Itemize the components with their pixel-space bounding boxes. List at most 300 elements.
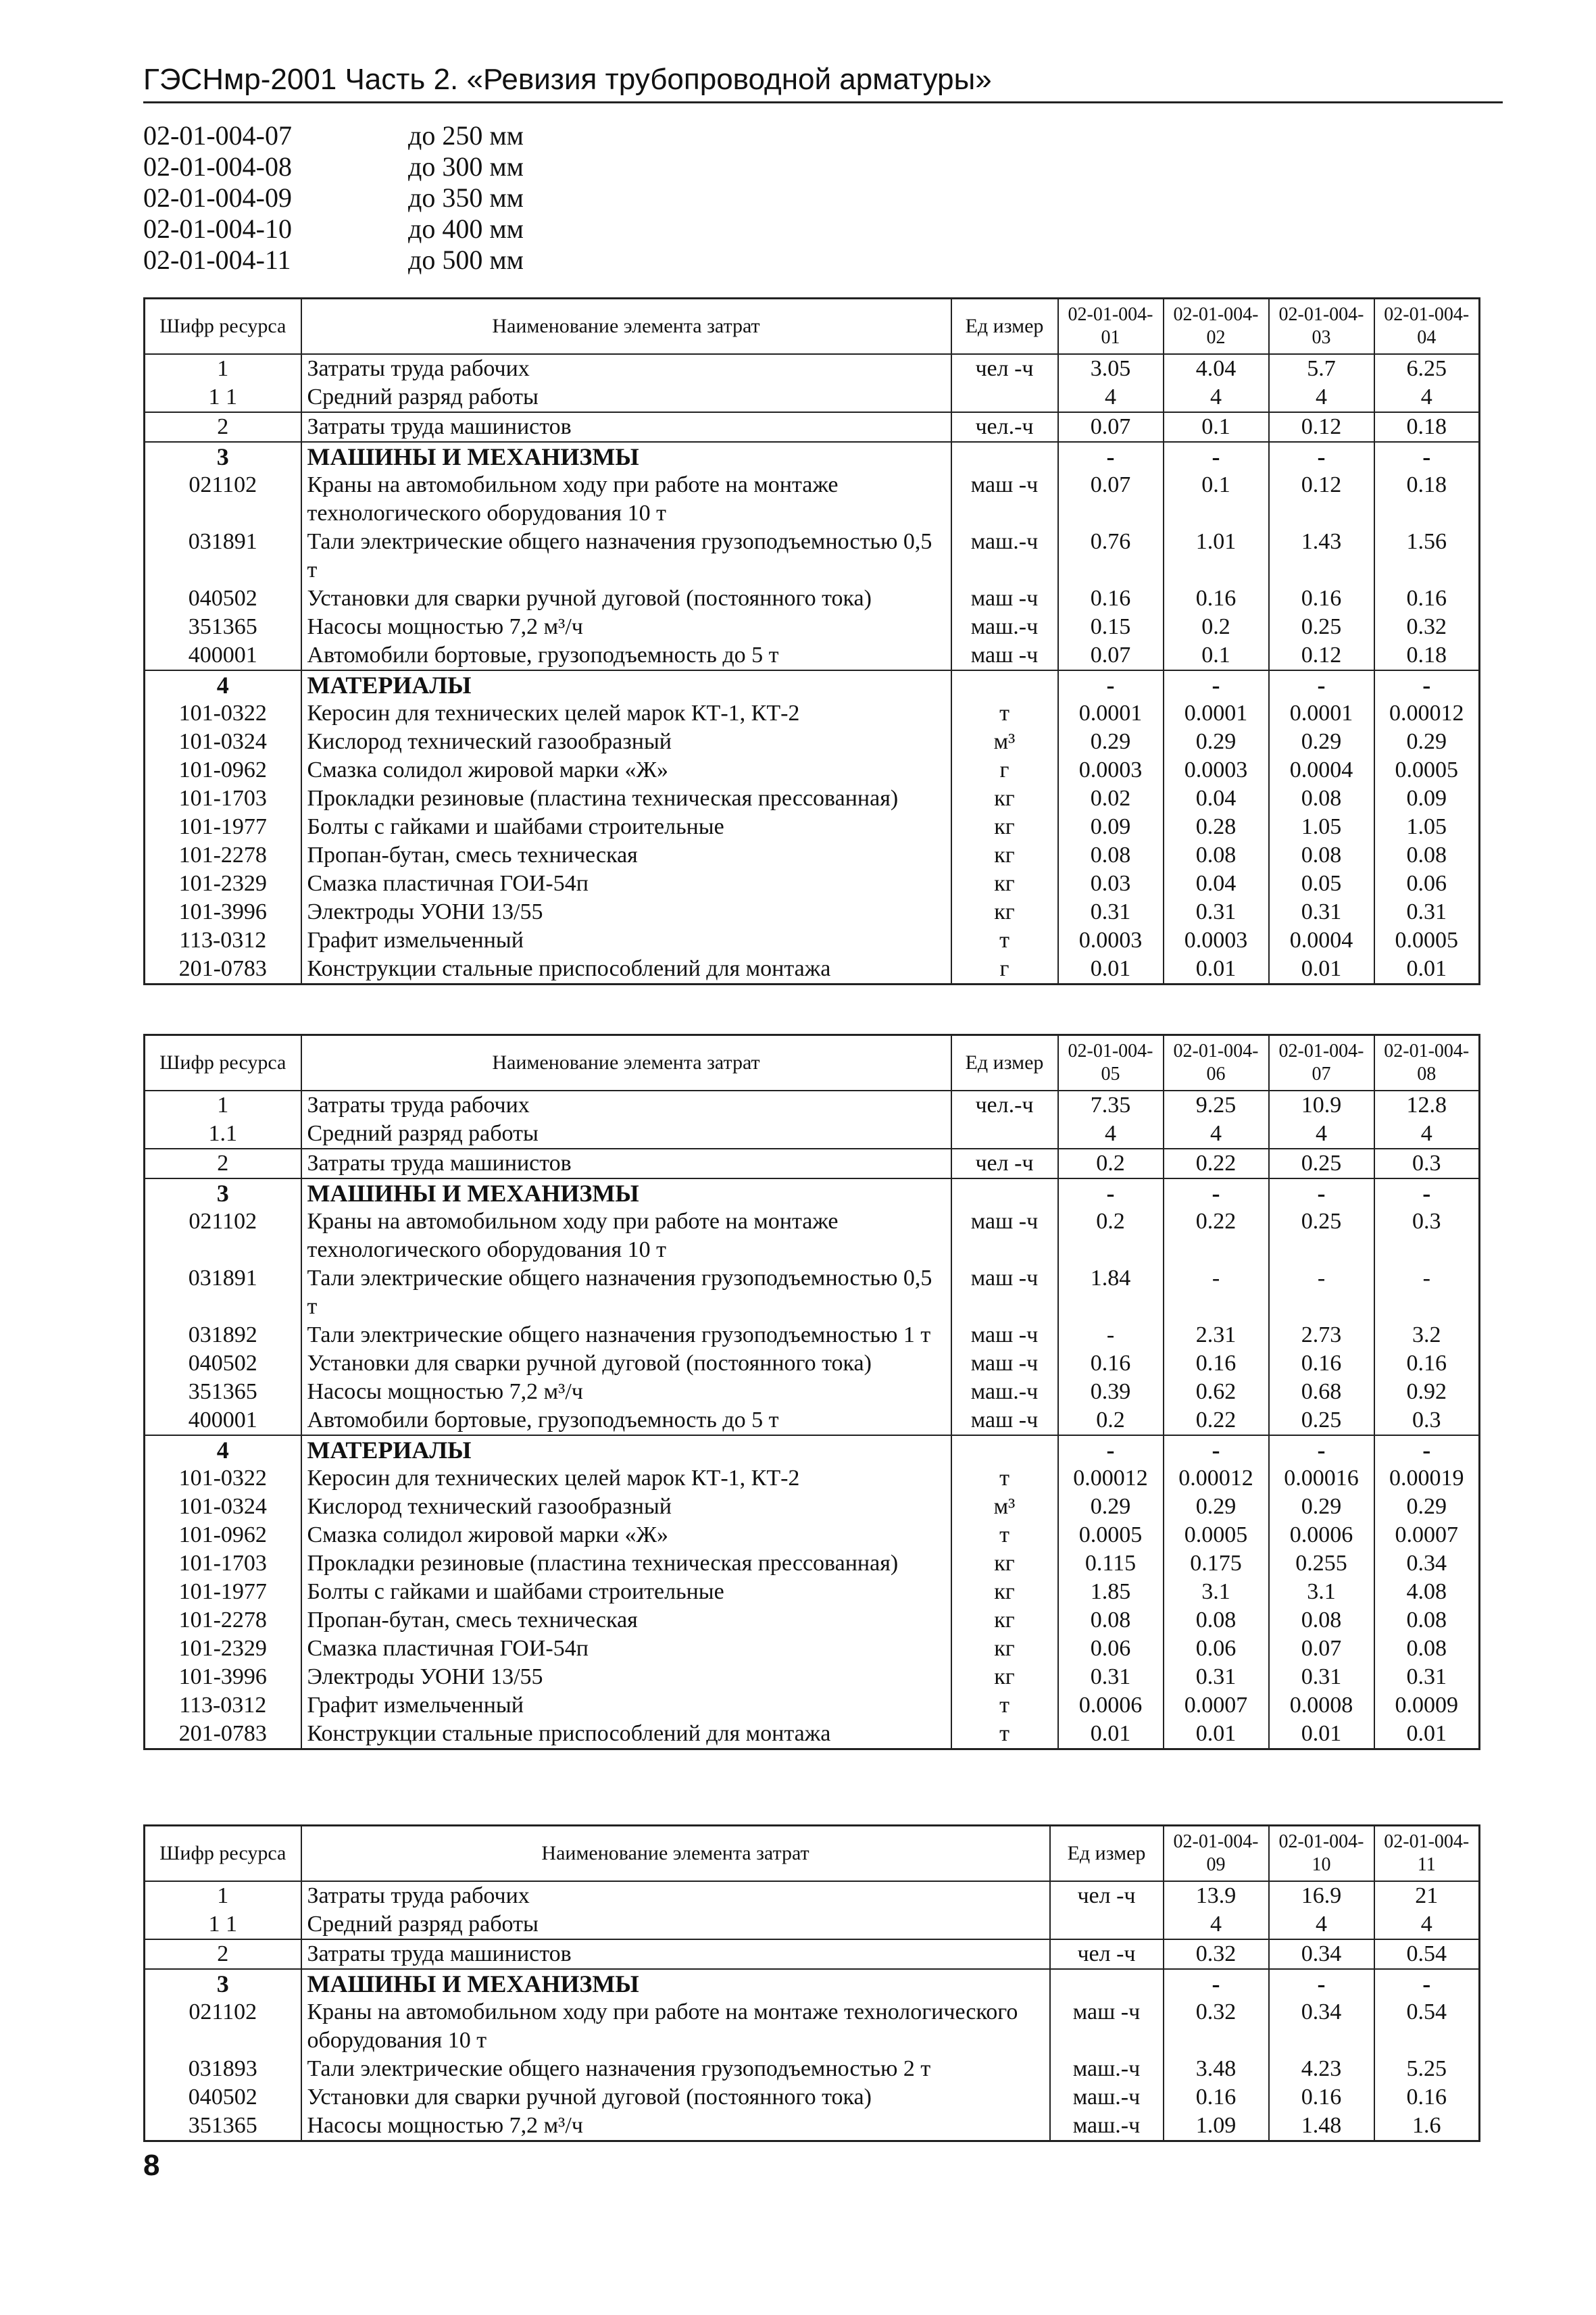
resource-code: 040502 <box>145 2083 301 2112</box>
header-name: Наименование элемента затрат <box>301 1826 1050 1882</box>
table-header-row <box>145 1826 1480 1882</box>
cost-element-name: Конструкции стальные приспособлений для монтажа <box>301 955 951 985</box>
cost-element-name: Средний разряд работы <box>301 383 951 412</box>
unit-of-measure <box>951 383 1058 412</box>
norm-value: - <box>1058 1435 1164 1464</box>
unit-of-measure: маш -ч <box>951 1208 1058 1264</box>
table-header-row <box>145 1035 1480 1091</box>
unit-of-measure: маш -ч <box>951 1264 1058 1321</box>
norm-value: 0.16 <box>1164 2083 1269 2112</box>
table-row <box>145 813 1480 841</box>
norm-value: - <box>1269 442 1374 471</box>
norm-value: - <box>1058 670 1164 699</box>
norm-value: - <box>1164 1264 1269 1321</box>
header-norm-code: 02-01-004-02 <box>1164 299 1269 355</box>
header-unit: Ед измер <box>951 1035 1058 1091</box>
norm-value: 0.0003 <box>1164 756 1269 785</box>
variant-row <box>143 182 819 214</box>
norm-value: 0.00019 <box>1374 1464 1480 1493</box>
cost-element-name: Установки для сварки ручной дуговой (постоянного тока) <box>301 584 951 613</box>
norm-value: - <box>1164 670 1269 699</box>
resource-code: 031893 <box>145 2055 301 2083</box>
variant-code: 02-01-004-09 <box>143 182 292 213</box>
norm-value: 7.35 <box>1058 1091 1164 1120</box>
resource-code: 040502 <box>145 1349 301 1378</box>
page-header <box>143 62 1503 103</box>
norm-value: 0.25 <box>1269 1208 1374 1264</box>
table-row <box>145 1406 1480 1435</box>
norm-value: 0.0006 <box>1269 1521 1374 1549</box>
cost-element-name: Затраты труда машинистов <box>301 1149 951 1178</box>
cost-element-name: Конструкции стальные приспособлений для монтажа <box>301 1720 951 1749</box>
unit-of-measure: маш -ч <box>951 1406 1058 1435</box>
variant-diameter: до 500 мм <box>408 245 524 275</box>
table-row <box>145 699 1480 728</box>
norm-value: 0.08 <box>1164 1606 1269 1635</box>
header-norm-code: 02-01-004-01 <box>1058 299 1164 355</box>
norm-value: 0.16 <box>1058 584 1164 613</box>
norm-value: 1.09 <box>1164 2112 1269 2141</box>
table-row <box>145 898 1480 926</box>
norm-value: 0.08 <box>1058 1606 1164 1635</box>
resource-table-3 <box>143 1824 1480 2142</box>
resource-code: 101-0322 <box>145 1464 301 1493</box>
norm-value: 4 <box>1164 1910 1269 1939</box>
cost-element-name: Тали электрические общего назначения грузоподъемностью 1 т <box>301 1321 951 1349</box>
resource-code: 400001 <box>145 641 301 670</box>
norm-value: - <box>1374 1969 1480 1998</box>
norm-value: 0.22 <box>1164 1149 1269 1178</box>
table-row <box>145 1663 1480 1691</box>
norm-value: - <box>1058 442 1164 471</box>
norm-value: 0.34 <box>1374 1549 1480 1578</box>
unit-of-measure: маш -ч <box>951 1321 1058 1349</box>
norm-value: 5.25 <box>1374 2055 1480 2083</box>
norm-value: - <box>1269 1435 1374 1464</box>
norm-value: 1.6 <box>1374 2112 1480 2141</box>
resource-code: 1 <box>145 1091 301 1120</box>
cost-element-name: Графит измельченный <box>301 926 951 955</box>
table-row <box>145 756 1480 785</box>
header-code: Шифр ресурса <box>145 299 301 355</box>
resource-code: 113-0312 <box>145 1691 301 1720</box>
resource-code: 351365 <box>145 2112 301 2141</box>
norm-value: - <box>1374 1264 1480 1321</box>
cost-element-name: Насосы мощностью 7,2 м³/ч <box>301 1378 951 1406</box>
norm-value: 0.16 <box>1374 1349 1480 1378</box>
resource-code: 4 <box>145 670 301 699</box>
unit-of-measure: маш -ч <box>951 584 1058 613</box>
resource-code: 351365 <box>145 613 301 641</box>
norm-value: 12.8 <box>1374 1091 1480 1120</box>
unit-of-measure: кг <box>951 1663 1058 1691</box>
norm-value: - <box>1164 1969 1269 1998</box>
norm-value: 0.31 <box>1269 898 1374 926</box>
table-row <box>145 870 1480 898</box>
resource-code: 101-0324 <box>145 1493 301 1521</box>
table-row <box>145 1521 1480 1549</box>
header-norm-code: 02-01-004-10 <box>1269 1826 1374 1882</box>
resource-code: 2 <box>145 1939 301 1969</box>
norm-value: 0.255 <box>1269 1549 1374 1578</box>
unit-of-measure: маш.-ч <box>951 613 1058 641</box>
cost-element-name: Смазка солидол жировой марки «Ж» <box>301 756 951 785</box>
norm-value: 4 <box>1058 1120 1164 1149</box>
norm-value: 0.16 <box>1269 584 1374 613</box>
header-unit: Ед измер <box>1050 1826 1164 1882</box>
unit-of-measure <box>951 1120 1058 1149</box>
norm-value: 0.12 <box>1269 412 1374 442</box>
cost-element-name: Автомобили бортовые, грузоподъемность до 5 т <box>301 1406 951 1435</box>
norm-value: 0.0003 <box>1164 926 1269 955</box>
table-row <box>145 1998 1480 2055</box>
resource-code: 3 <box>145 1969 301 1998</box>
unit-of-measure: г <box>951 756 1058 785</box>
unit-of-measure <box>951 1178 1058 1208</box>
norm-value: 0.3 <box>1374 1149 1480 1178</box>
norm-value: 3.05 <box>1058 354 1164 383</box>
resource-code: 101-0324 <box>145 728 301 756</box>
norm-value: 0.01 <box>1269 955 1374 985</box>
norm-value: 4 <box>1269 1120 1374 1149</box>
norm-value: 0.31 <box>1164 898 1269 926</box>
resource-code: 101-3996 <box>145 1663 301 1691</box>
resource-code: 040502 <box>145 584 301 613</box>
norm-value: 0.04 <box>1164 870 1269 898</box>
norm-value: 0.01 <box>1269 1720 1374 1749</box>
table-row <box>145 2055 1480 2083</box>
resource-code: 101-3996 <box>145 898 301 926</box>
cost-element-name: Краны на автомобильном ходу при работе на монтаже технологического оборудования 10 т <box>301 1208 951 1264</box>
norm-value: 0.08 <box>1374 1635 1480 1663</box>
norm-value: 0.29 <box>1269 1493 1374 1521</box>
unit-of-measure <box>951 442 1058 471</box>
unit-of-measure <box>1050 1969 1164 1998</box>
norm-value: 0.08 <box>1374 1606 1480 1635</box>
norm-value: 0.25 <box>1269 1406 1374 1435</box>
norm-value: 0.2 <box>1164 613 1269 641</box>
norm-value: 0.34 <box>1269 1998 1374 2055</box>
norm-value: - <box>1374 442 1480 471</box>
variant-code: 02-01-004-10 <box>143 214 292 244</box>
norm-value: 2.73 <box>1269 1321 1374 1349</box>
unit-of-measure: чел -ч <box>1050 1881 1164 1910</box>
norm-value: 0.0004 <box>1269 756 1374 785</box>
unit-of-measure: т <box>951 1464 1058 1493</box>
norm-value: 0.22 <box>1164 1406 1269 1435</box>
unit-of-measure: маш -ч <box>1050 1998 1164 2055</box>
header-norm-code: 02-01-004-07 <box>1269 1035 1374 1091</box>
cost-element-name: Прокладки резиновые (пластина техническая прессованная) <box>301 785 951 813</box>
norm-value: 0.0003 <box>1058 756 1164 785</box>
unit-of-measure: т <box>951 1720 1058 1749</box>
table-row <box>145 1910 1480 1939</box>
table-row <box>145 1264 1480 1321</box>
section-row <box>145 1178 1480 1208</box>
unit-of-measure: маш -ч <box>951 1349 1058 1378</box>
table-row <box>145 354 1480 383</box>
section-row <box>145 442 1480 471</box>
cost-element-name: Установки для сварки ручной дуговой (постоянного тока) <box>301 2083 1050 2112</box>
table-row <box>145 1493 1480 1521</box>
unit-of-measure: маш.-ч <box>951 528 1058 584</box>
norm-value: 0.0001 <box>1058 699 1164 728</box>
header-norm-code: 02-01-004-05 <box>1058 1035 1164 1091</box>
resource-code: 101-0962 <box>145 756 301 785</box>
unit-of-measure: маш.-ч <box>951 1378 1058 1406</box>
cost-element-name: Средний разряд работы <box>301 1910 1050 1939</box>
norm-value: 0.34 <box>1269 1939 1374 1969</box>
unit-of-measure: маш.-ч <box>1050 2083 1164 2112</box>
norm-value: 0.0001 <box>1269 699 1374 728</box>
norm-value: 1.85 <box>1058 1578 1164 1606</box>
norm-value: 0.54 <box>1374 1939 1480 1969</box>
table-row <box>145 1149 1480 1178</box>
resource-code: 101-2329 <box>145 1635 301 1663</box>
unit-of-measure: маш.-ч <box>1050 2112 1164 2141</box>
unit-of-measure <box>951 1435 1058 1464</box>
norm-value: 0.16 <box>1164 1349 1269 1378</box>
norm-value: 0.09 <box>1058 813 1164 841</box>
norm-value: 0.07 <box>1058 641 1164 670</box>
norm-value: 0.0001 <box>1164 699 1269 728</box>
unit-of-measure: т <box>951 699 1058 728</box>
cost-element-name: Краны на автомобильном ходу при работе на монтаже технологического оборудования 10 т <box>301 1998 1050 2055</box>
resource-code: 201-0783 <box>145 955 301 985</box>
norm-value: 0.76 <box>1058 528 1164 584</box>
resource-code: 101-2278 <box>145 841 301 870</box>
norm-value: 0.25 <box>1269 613 1374 641</box>
page-title: ГЭСНмр-2001 Часть 2. «Ревизия трубопроводной арматуры» <box>143 63 992 96</box>
norm-value: 0.00016 <box>1269 1464 1374 1493</box>
norm-value: 0.29 <box>1269 728 1374 756</box>
variant-code: 02-01-004-11 <box>143 245 291 275</box>
norm-value: 0.08 <box>1164 841 1269 870</box>
cost-element-name: Электроды УОНИ 13/55 <box>301 898 951 926</box>
resource-code: 1.1 <box>145 1120 301 1149</box>
norm-value: 4.08 <box>1374 1578 1480 1606</box>
resource-table-2 <box>143 1034 1480 1750</box>
resource-code: 101-1703 <box>145 785 301 813</box>
variant-code: 02-01-004-07 <box>143 120 292 151</box>
resource-code: 1 <box>145 354 301 383</box>
unit-of-measure: чел.-ч <box>951 412 1058 442</box>
header-name: Наименование элемента затрат <box>301 299 951 355</box>
unit-of-measure: м³ <box>951 728 1058 756</box>
unit-of-measure: т <box>951 1691 1058 1720</box>
norm-value: 0.0008 <box>1269 1691 1374 1720</box>
norm-value: 0.3 <box>1374 1406 1480 1435</box>
norm-value: 0.29 <box>1164 728 1269 756</box>
norm-value: 0.16 <box>1269 1349 1374 1378</box>
norm-value: - <box>1164 1178 1269 1208</box>
norm-value: 0.32 <box>1164 1998 1269 2055</box>
table-row <box>145 1578 1480 1606</box>
cost-element-name: МАШИНЫ И МЕХАНИЗМЫ <box>301 1178 951 1208</box>
cost-element-name: Графит измельченный <box>301 1691 951 1720</box>
variant-row <box>143 120 819 151</box>
norm-value: 0.01 <box>1058 1720 1164 1749</box>
norm-value: 0.31 <box>1164 1663 1269 1691</box>
unit-of-measure: чел -ч <box>1050 1939 1164 1969</box>
cost-element-name: МАТЕРИАЛЫ <box>301 1435 951 1464</box>
unit-of-measure: чел -ч <box>951 1149 1058 1178</box>
resource-code: 351365 <box>145 1378 301 1406</box>
norm-value: 0.01 <box>1374 1720 1480 1749</box>
table-row <box>145 471 1480 528</box>
norm-value: 0.06 <box>1058 1635 1164 1663</box>
table-row <box>145 613 1480 641</box>
cost-element-name: Кислород технический газообразный <box>301 728 951 756</box>
norm-value: - <box>1269 1969 1374 1998</box>
resource-code: 1 1 <box>145 1910 301 1939</box>
unit-of-measure: кг <box>951 813 1058 841</box>
table-row <box>145 1120 1480 1149</box>
norm-value: 0.07 <box>1058 412 1164 442</box>
cost-element-name: Средний разряд работы <box>301 1120 951 1149</box>
unit-of-measure: кг <box>951 1578 1058 1606</box>
norm-value: 5.7 <box>1269 354 1374 383</box>
cost-element-name: Затраты труда машинистов <box>301 1939 1050 1969</box>
norm-value: 0.02 <box>1058 785 1164 813</box>
section-row <box>145 670 1480 699</box>
table-row <box>145 955 1480 985</box>
norm-value: 0.16 <box>1374 584 1480 613</box>
header-norm-code: 02-01-004-11 <box>1374 1826 1480 1882</box>
norm-variants-list <box>143 120 819 276</box>
norm-value: 0.00012 <box>1374 699 1480 728</box>
norm-value: - <box>1164 442 1269 471</box>
norm-value: 2.31 <box>1164 1321 1269 1349</box>
header-name: Наименование элемента затрат <box>301 1035 951 1091</box>
norm-value: 0.01 <box>1374 955 1480 985</box>
cost-element-name: Пропан-бутан, смесь техническая <box>301 1606 951 1635</box>
resource-code: 021102 <box>145 471 301 528</box>
norm-value: 0.05 <box>1269 870 1374 898</box>
cost-element-name: Электроды УОНИ 13/55 <box>301 1663 951 1691</box>
resource-code: 031891 <box>145 528 301 584</box>
header-norm-code: 02-01-004-04 <box>1374 299 1480 355</box>
table-row <box>145 2112 1480 2141</box>
resource-code: 101-1703 <box>145 1549 301 1578</box>
resource-code: 3 <box>145 1178 301 1208</box>
cost-element-name: Затраты труда рабочих <box>301 1881 1050 1910</box>
norm-value: 0.16 <box>1269 2083 1374 2112</box>
unit-of-measure: г <box>951 955 1058 985</box>
table-row <box>145 841 1480 870</box>
norm-value: 0.1 <box>1164 471 1269 528</box>
table-row <box>145 1549 1480 1578</box>
table-row <box>145 728 1480 756</box>
norm-value: 0.08 <box>1269 785 1374 813</box>
variant-diameter: до 350 мм <box>408 182 524 213</box>
norm-value: 0.31 <box>1269 1663 1374 1691</box>
table-row <box>145 383 1480 412</box>
norm-value: - <box>1058 1178 1164 1208</box>
norm-value: 0.32 <box>1374 613 1480 641</box>
resource-code: 1 <box>145 1881 301 1910</box>
norm-value: 0.2 <box>1058 1406 1164 1435</box>
table-row <box>145 1378 1480 1406</box>
unit-of-measure: кг <box>951 898 1058 926</box>
norm-value: 3.2 <box>1374 1321 1480 1349</box>
unit-of-measure: кг <box>951 1635 1058 1663</box>
norm-value: 0.28 <box>1164 813 1269 841</box>
norm-value: 4 <box>1164 1120 1269 1149</box>
norm-value: 0.04 <box>1164 785 1269 813</box>
resource-code: 101-0962 <box>145 1521 301 1549</box>
norm-value: 0.18 <box>1374 471 1480 528</box>
resource-code: 101-1977 <box>145 1578 301 1606</box>
cost-element-name: Керосин для технических целей марок КТ-1, КТ-2 <box>301 1464 951 1493</box>
norm-value: 4 <box>1374 1910 1480 1939</box>
norm-value: 0.32 <box>1164 1939 1269 1969</box>
unit-of-measure: кг <box>951 1549 1058 1578</box>
norm-value: 4 <box>1269 383 1374 412</box>
unit-of-measure: кг <box>951 1606 1058 1635</box>
norm-value: 0.16 <box>1164 584 1269 613</box>
norm-value: 0.01 <box>1058 955 1164 985</box>
norm-value: - <box>1164 1435 1269 1464</box>
variant-diameter: до 250 мм <box>408 120 524 151</box>
norm-value: 4.04 <box>1164 354 1269 383</box>
norm-value: 0.31 <box>1058 1663 1164 1691</box>
norm-value: 0.0005 <box>1374 756 1480 785</box>
section-row <box>145 1435 1480 1464</box>
unit-of-measure: т <box>951 926 1058 955</box>
norm-value: 0.68 <box>1269 1378 1374 1406</box>
table-row <box>145 926 1480 955</box>
norm-value: 0.0003 <box>1058 926 1164 955</box>
variant-row <box>143 214 819 245</box>
unit-of-measure: кг <box>951 785 1058 813</box>
norm-value: 4 <box>1164 383 1269 412</box>
table-row <box>145 1881 1480 1910</box>
norm-value: 0.08 <box>1058 841 1164 870</box>
norm-value: 6.25 <box>1374 354 1480 383</box>
norm-value: 0.29 <box>1374 1493 1480 1521</box>
cost-element-name: МАШИНЫ И МЕХАНИЗМЫ <box>301 442 951 471</box>
variant-code: 02-01-004-08 <box>143 151 292 182</box>
resource-code: 113-0312 <box>145 926 301 955</box>
norm-value: 4 <box>1374 1120 1480 1149</box>
norm-value: 0.0005 <box>1164 1521 1269 1549</box>
resource-code: 2 <box>145 1149 301 1178</box>
norm-value: 10.9 <box>1269 1091 1374 1120</box>
cost-element-name: Тали электрические общего назначения грузоподъемностью 0,5 т <box>301 528 951 584</box>
norm-value: 0.0007 <box>1164 1691 1269 1720</box>
norm-value: 4 <box>1374 383 1480 412</box>
norm-value: 0.2 <box>1058 1208 1164 1264</box>
unit-of-measure: т <box>951 1521 1058 1549</box>
norm-value: 0.2 <box>1058 1149 1164 1178</box>
cost-element-name: Болты с гайками и шайбами строительные <box>301 813 951 841</box>
resource-code: 400001 <box>145 1406 301 1435</box>
norm-value: 0.62 <box>1164 1378 1269 1406</box>
resource-code: 031892 <box>145 1321 301 1349</box>
norm-value: 0.29 <box>1164 1493 1269 1521</box>
norm-value: 0.00012 <box>1058 1464 1164 1493</box>
cost-element-name: Насосы мощностью 7,2 м³/ч <box>301 613 951 641</box>
cost-element-name: Кислород технический газообразный <box>301 1493 951 1521</box>
variant-row <box>143 245 819 276</box>
norm-value: 0.00012 <box>1164 1464 1269 1493</box>
header-norm-code: 02-01-004-09 <box>1164 1826 1269 1882</box>
norm-value: 0.0006 <box>1058 1691 1164 1720</box>
cost-element-name: Болты с гайками и шайбами строительные <box>301 1578 951 1606</box>
norm-value: 0.1 <box>1164 641 1269 670</box>
cost-element-name: Прокладки резиновые (пластина техническая прессованная) <box>301 1549 951 1578</box>
